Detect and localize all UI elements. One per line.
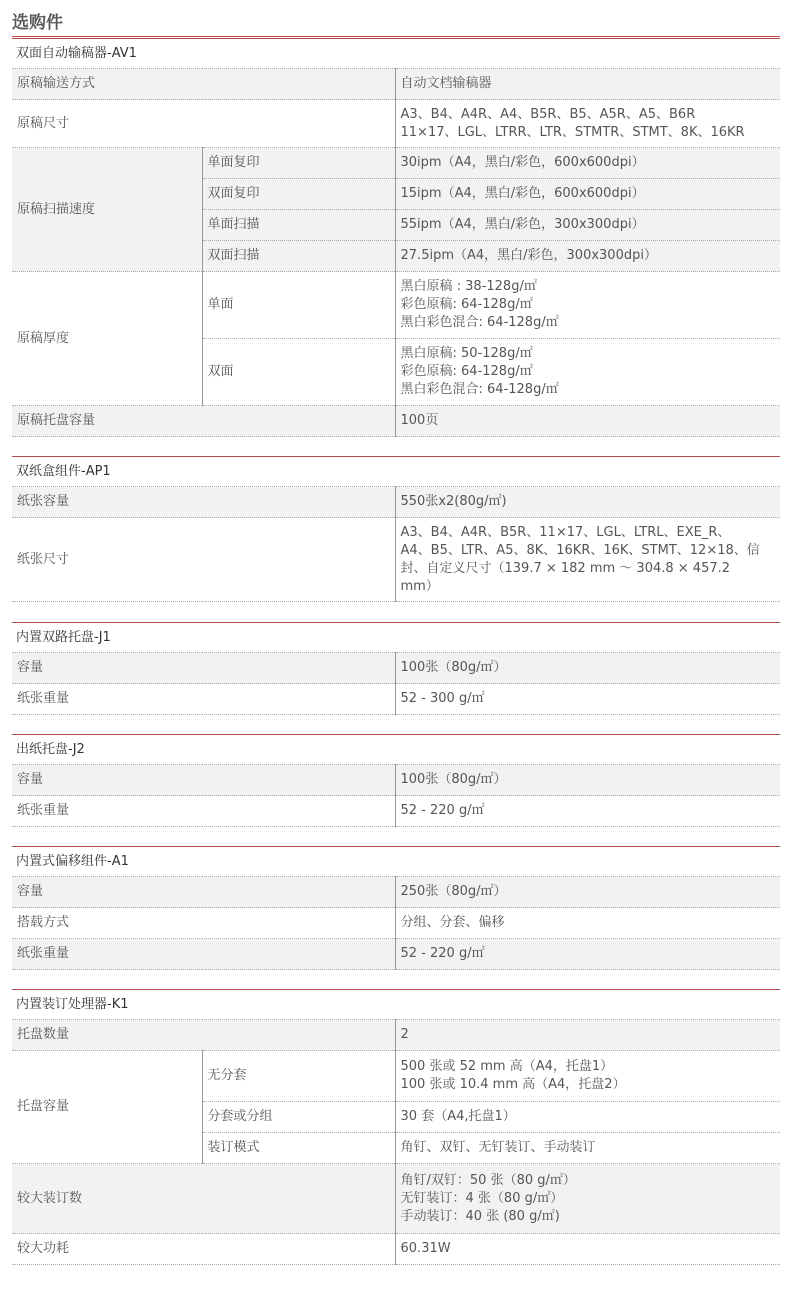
section-title: 内置式偏移组件-A1 [12,846,780,876]
row-label: 原稿输送方式 [12,69,395,100]
row-value: A3、B4、A4R、B5R、11×17、LGL、LTRL、EXE_R、 A4、B5、LTR、A5、8K、16KR、16K、STMT、12×18、信 封、自定义尺寸（139.7 × 182 mm ～ 304.8 × 457.2 mm） [395,518,780,602]
sub-label: 双面 [202,339,395,406]
row-value: 自动文档输稿器 [395,69,780,100]
table-row [12,877,780,908]
row-label: 纸张容量 [12,487,395,518]
spec-table-j2 [12,764,780,827]
row-label: 容量 [12,653,395,684]
group-label: 原稿扫描速度 [12,148,202,272]
row-value: 250张（80g/㎡） [395,877,780,908]
title-divider [12,36,780,37]
sub-label: 单面复印 [202,148,395,179]
row-label: 较大装订数 [12,1164,395,1234]
row-label: 托盘数量 [12,1020,395,1051]
group-label: 托盘容量 [12,1051,202,1164]
table-row [12,939,780,970]
page-title: 选购件 [12,13,63,33]
row-value: 500 张或 52 mm 高（A4，托盘1） 100 张或 10.4 mm 高（A4，托盘2） [395,1051,780,1102]
row-value: 100张（80g/㎡） [395,765,780,796]
row-value: 角钉、双钉、无钉装订、手动装订 [395,1133,780,1164]
row-label: 容量 [12,765,395,796]
row-value: 60.31W [395,1234,780,1265]
table-row [12,69,780,100]
row-label: 较大功耗 [12,1234,395,1265]
table-row [12,908,780,939]
spec-table-ap1 [12,486,780,602]
section-k1 [12,989,780,1265]
section-title: 双纸盒组件-AP1 [12,456,780,486]
row-value: 550张x2(80g/㎡) [395,487,780,518]
spec-table-j1 [12,652,780,715]
spec-table-k1 [12,1019,780,1265]
row-label: 纸张尺寸 [12,518,395,602]
table-row [12,653,780,684]
row-value: 黑白原稿 : 38-128g/㎡ 彩色原稿: 64-128g/㎡ 黑白彩色混合: 64-128g/㎡ [395,272,780,339]
row-value: 分组、分套、偏移 [395,908,780,939]
sub-label: 无分套 [202,1051,395,1102]
row-value: 100张（80g/㎡） [395,653,780,684]
row-label: 搭载方式 [12,908,395,939]
sub-label: 单面扫描 [202,210,395,241]
row-value: 52 - 220 g/㎡ [395,796,780,827]
row-value: 2 [395,1020,780,1051]
row-label: 原稿托盘容量 [12,406,395,437]
table-row [12,1234,780,1265]
table-row [12,406,780,437]
row-value: 15ipm（A4，黑白/彩色，600x600dpi） [395,179,780,210]
section-title: 双面自动输稿器-AV1 [12,38,780,68]
table-row [12,518,780,602]
row-label: 纸张重量 [12,796,395,827]
sub-label: 双面扫描 [202,241,395,272]
table-row [12,1020,780,1051]
section-title: 内置双路托盘-J1 [12,622,780,652]
section-av1 [12,38,780,437]
table-row [12,487,780,518]
row-value: 55ipm（A4，黑白/彩色，300x300dpi） [395,210,780,241]
sub-label: 单面 [202,272,395,339]
section-title: 出纸托盘-J2 [12,734,780,764]
table-row [12,1051,780,1102]
row-value: 角钉/双钉：50 张（80 g/㎡） 无钉装订：4 张（80 g/㎡） 手动装订：40 张 (80 g/㎡) [395,1164,780,1234]
row-value: 52 - 300 g/㎡ [395,684,780,715]
row-label: 原稿尺寸 [12,100,395,148]
row-value: 30ipm（A4，黑白/彩色，600x600dpi） [395,148,780,179]
table-row [12,148,780,179]
section-j2 [12,734,780,827]
table-row [12,684,780,715]
section-a1 [12,846,780,970]
sub-label: 双面复印 [202,179,395,210]
row-value: 100页 [395,406,780,437]
table-row [12,100,780,148]
table-row [12,1164,780,1234]
table-row [12,765,780,796]
row-value: 黑白原稿: 50-128g/㎡ 彩色原稿: 64-128g/㎡ 黑白彩色混合: 64-128g/㎡ [395,339,780,406]
section-title: 内置装订处理器-K1 [12,989,780,1019]
spec-table-av1 [12,68,780,437]
row-label: 容量 [12,877,395,908]
sub-label: 装订模式 [202,1133,395,1164]
row-value: 52 - 220 g/㎡ [395,939,780,970]
section-j1 [12,622,780,715]
spec-table-a1 [12,876,780,970]
row-value: 27.5ipm（A4，黑白/彩色，300x300dpi） [395,241,780,272]
group-label: 原稿厚度 [12,272,202,406]
row-value: 30 套（A4,托盘1） [395,1102,780,1133]
table-row [12,272,780,339]
sub-label: 分套或分组 [202,1102,395,1133]
table-row [12,796,780,827]
row-label: 纸张重量 [12,684,395,715]
row-label: 纸张重量 [12,939,395,970]
row-value: A3、B4、A4R、A4、B5R、B5、A5R、A5、B6R 11×17、LGL、LTRR、LTR、STMTR、STMT、8K、16KR [395,100,780,148]
section-ap1 [12,456,780,602]
